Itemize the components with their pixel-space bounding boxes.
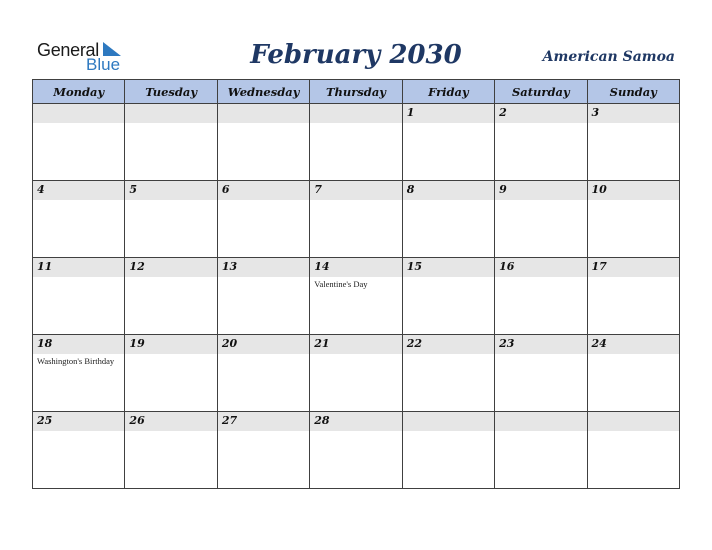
day-number: 13 [221,260,238,273]
day-number [495,412,586,414]
day-cell [125,258,217,335]
day-number-bar [33,258,124,277]
day-number-bar [403,258,494,277]
day-number-bar [588,412,679,431]
day-cell [495,104,587,181]
brand-logo [37,40,127,74]
day-number-bar [218,335,309,354]
day-number-bar [125,335,216,354]
day-cell [125,104,217,181]
day-number-bar [495,412,586,431]
day-number-bar [33,104,124,123]
day-cell [217,335,309,412]
day-cell [217,104,309,181]
day-cell [495,258,587,335]
day-number-bar [403,412,494,431]
day-number-bar [495,258,586,277]
day-cell [402,181,494,258]
logo-flag-icon [99,42,121,56]
day-number: 2 [499,106,507,119]
weekday-header: Saturday [495,80,587,104]
day-number: 28 [314,414,330,427]
day-number-bar [218,258,309,277]
day-number [588,412,679,414]
day-number: 19 [129,337,145,350]
region-name: American Samoa [542,49,675,65]
day-number [310,104,401,106]
day-number-bar [588,335,679,354]
day-number-bar [403,104,494,123]
day-number: 17 [591,260,607,273]
day-number: 7 [314,183,322,196]
weekday-header: Monday [33,80,125,104]
day-cell [587,104,679,181]
day-number: 18 [37,337,53,350]
week-row [33,181,680,258]
week-row [33,104,680,181]
day-number: 9 [499,183,507,196]
day-cell [402,335,494,412]
day-number-bar [125,104,216,123]
day-number-bar [310,104,401,123]
day-number-bar [125,181,216,200]
weekday-header: Friday [402,80,494,104]
weekday-header: Sunday [587,80,679,104]
day-number-bar [310,335,401,354]
week-row [33,412,680,489]
day-number-bar [125,258,216,277]
day-cell [125,335,217,412]
day-number-bar [218,412,309,431]
day-number-bar [310,258,401,277]
day-cell [402,412,494,489]
day-cell [587,412,679,489]
day-cell [310,181,402,258]
day-number: 25 [37,414,53,427]
day-number [33,104,124,106]
day-cell [402,258,494,335]
day-number: 24 [591,337,607,350]
day-cell [402,104,494,181]
day-number-bar [218,181,309,200]
day-cell [125,412,217,489]
day-number [403,412,494,414]
week-row [33,258,680,335]
day-cell [587,258,679,335]
day-number: 5 [129,183,138,196]
weekday-header: Thursday [310,80,402,104]
day-number-bar [495,335,586,354]
day-cell [217,412,309,489]
day-cell [125,181,217,258]
day-number: 23 [499,337,515,350]
day-number-bar [495,104,586,123]
day-number: 1 [406,106,415,119]
day-number: 22 [406,337,422,350]
day-number: 6 [221,183,230,196]
weekday-header: Tuesday [125,80,217,104]
weekday-header: Wednesday [217,80,309,104]
day-number-bar [588,181,679,200]
day-number-bar [125,412,216,431]
day-cell [310,258,402,335]
day-cell [587,335,679,412]
logo-text-blue: Blue [86,55,121,74]
day-number-bar [310,181,401,200]
day-number-bar [403,181,494,200]
calendar-grid [32,79,680,489]
day-cell [495,335,587,412]
day-number-bar [218,104,309,123]
day-number: 26 [129,414,145,427]
holiday-label: Washington's Birthday [37,356,115,366]
day-cell [587,181,679,258]
day-cell [495,181,587,258]
day-cell [310,104,402,181]
day-cell [33,104,125,181]
day-number: 16 [499,260,515,273]
logo-text-general: General [37,40,99,60]
holiday-label: Valentine's Day [314,279,368,289]
page-title: February 2030 [250,40,462,70]
day-cell [310,412,402,489]
day-number: 8 [406,183,415,196]
day-number-bar [588,104,679,123]
day-cell [33,335,125,412]
day-number: 14 [314,260,330,273]
week-row [33,335,680,412]
day-cell [217,181,309,258]
day-number: 10 [591,183,607,196]
day-cell [495,412,587,489]
day-cell [33,412,125,489]
day-number-bar [495,181,586,200]
day-number: 15 [406,260,422,273]
day-number: 12 [129,260,145,273]
day-number: 3 [591,106,600,119]
day-number-bar [310,412,401,431]
day-cell [310,335,402,412]
day-number: 27 [221,414,238,427]
day-number-bar [33,335,124,354]
day-cell [217,258,309,335]
day-cell [33,181,125,258]
day-number [125,104,216,106]
day-number [218,104,309,106]
day-number-bar [33,181,124,200]
day-number-bar [403,335,494,354]
day-cell [33,258,125,335]
day-number: 11 [37,260,53,273]
day-number: 21 [314,337,330,350]
day-number: 4 [37,183,45,196]
day-number-bar [588,258,679,277]
day-number: 20 [221,337,238,350]
day-number-bar [33,412,124,431]
weekday-header-row [33,80,680,104]
